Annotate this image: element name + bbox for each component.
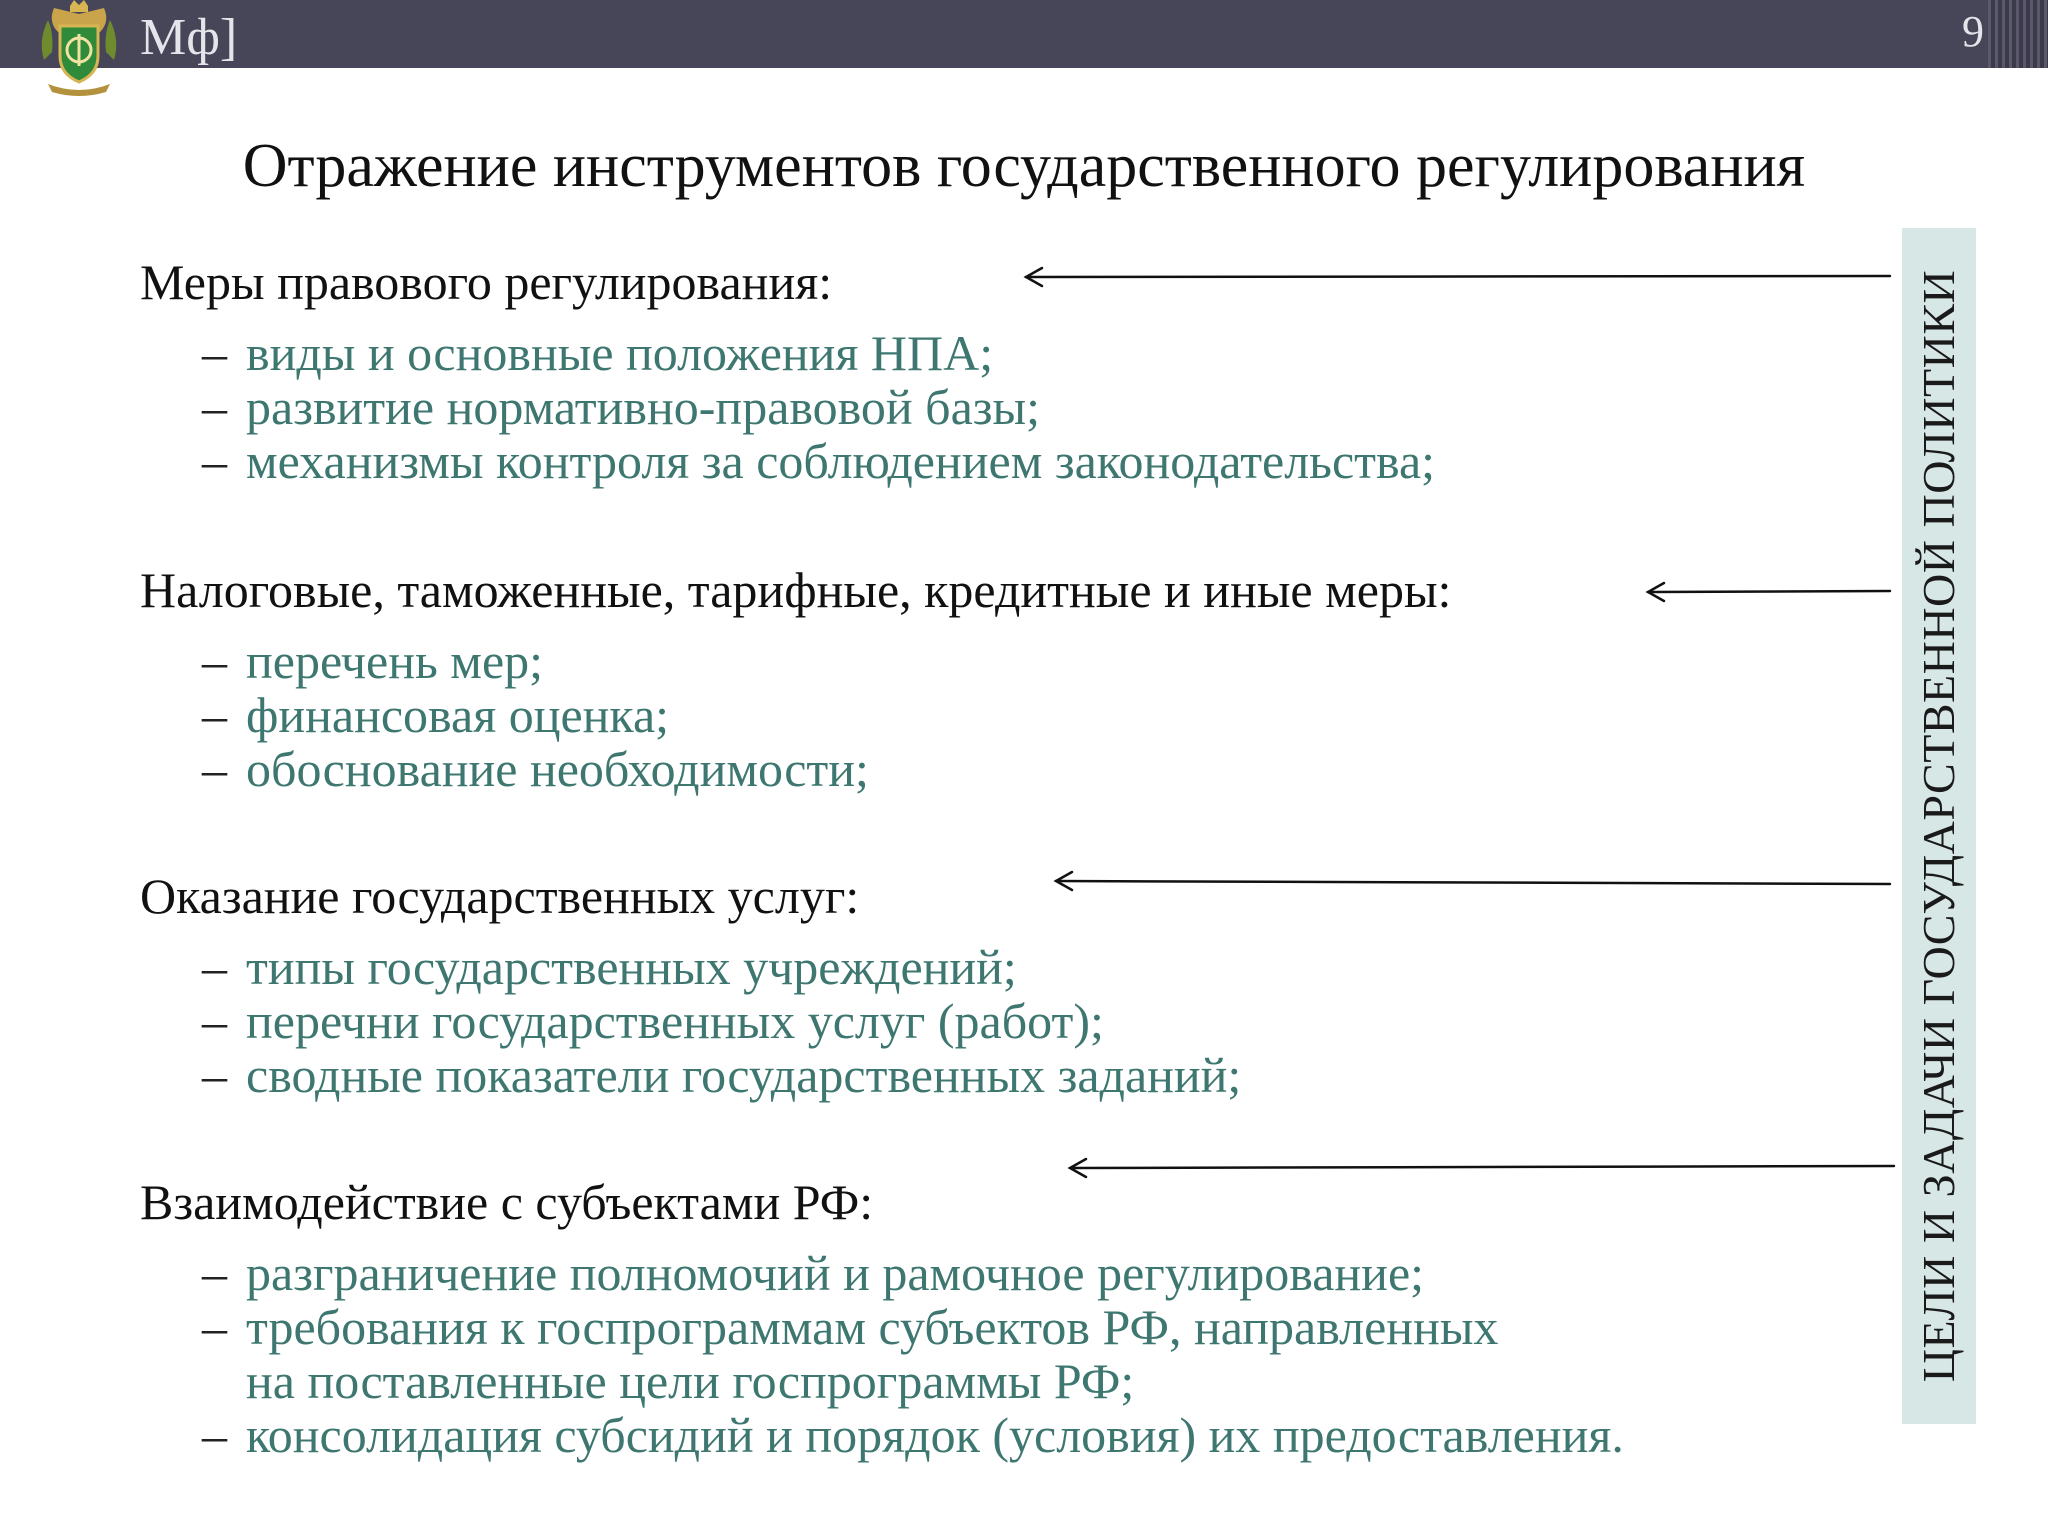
brand-label: Мф] [140, 9, 238, 66]
list-item-continuation: на поставленные цели госпрограммы РФ; [246, 1353, 1135, 1409]
section-heading: Оказание государственных услуг: [140, 868, 860, 924]
list-item: – финансовая оценка; [202, 687, 670, 743]
section-regional-interaction [140, 1172, 1624, 1462]
side-panel [1902, 228, 1976, 1424]
list-item: – требования к госпрограммам субъектов РФ, направленных на поставленные цели госпрограммы РФ; [202, 1300, 1624, 1408]
section-public-services [140, 866, 1241, 1102]
list-item: – развитие нормативно-правовой базы; [202, 379, 1041, 435]
arrow-head-2 [1648, 583, 1664, 601]
list-item: – консолидация субсидий и порядок (условия) их предоставления. [202, 1407, 1624, 1463]
list-item: – обоснование необходимости; [202, 741, 869, 797]
list-item: – виды и основные положения НПА; [202, 325, 994, 381]
page-number: 9 [1962, 7, 1984, 56]
header-bar [0, 0, 2048, 68]
side-panel-text: ЦЕЛИ И ЗАДАЧИ ГОСУДАРСТВЕННОЙ ПОЛИТИКИ [1913, 269, 1964, 1383]
list-item: – механизмы контроля за соблюдением законодательства; [202, 433, 1436, 489]
section-legal-regulation [140, 252, 1435, 488]
arrow-line-4 [1070, 1166, 1894, 1168]
item-list [202, 326, 1435, 488]
list-item: – перечни государственных услуг (работ); [202, 993, 1104, 1049]
section-heading: Меры правового регулирования: [140, 254, 833, 310]
item-list [202, 1246, 1624, 1462]
list-item: – перечень мер; [202, 633, 544, 689]
list-item: – разграничение полномочий и рамочное регулирование; [202, 1245, 1425, 1301]
header-stripes [1988, 0, 2048, 68]
section-heading: Налоговые, таможенные, тарифные, кредитные и иные меры: [140, 562, 1452, 618]
section-heading: Взаимодействие с субъектами РФ: [140, 1174, 874, 1230]
item-list [202, 634, 1451, 796]
arrow-line-2 [1648, 591, 1890, 592]
list-item: – типы государственных учреждений; [202, 939, 1017, 995]
item-list [202, 940, 1241, 1102]
slide-title: Отражение инструментов государственного регулирования [242, 132, 1806, 200]
section-tax-customs-measures [140, 560, 1451, 796]
list-item: – сводные показатели государственных заданий; [202, 1047, 1242, 1103]
coat-of-arms-icon [34, 0, 124, 96]
